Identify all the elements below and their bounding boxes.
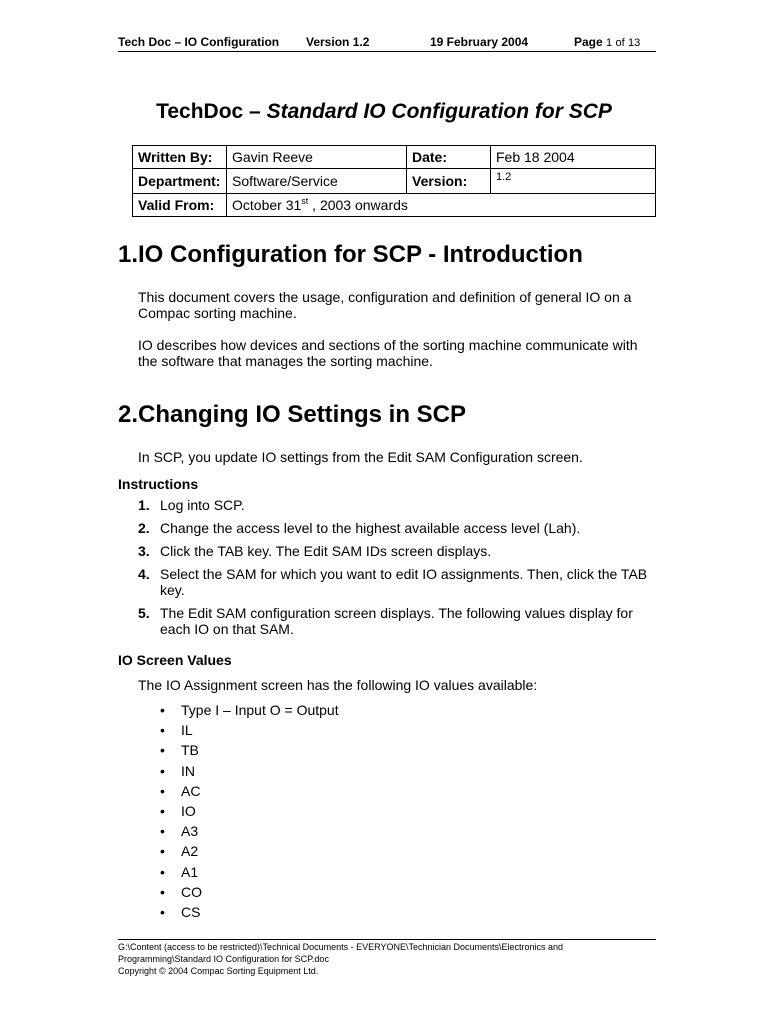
list-item: [138, 605, 658, 637]
header-page-total: 13: [628, 37, 641, 49]
header-doc-title: Tech Doc – IO Configuration: [118, 35, 280, 49]
bullet-icon: •: [160, 802, 165, 819]
step-number: 5.: [138, 605, 150, 621]
department-value: Software/Service: [227, 169, 407, 194]
bullet-icon: •: [160, 722, 165, 739]
list-item: [160, 742, 339, 762]
bullet-icon: •: [160, 823, 165, 840]
list-item: [160, 904, 339, 924]
step-number: 4.: [138, 566, 150, 582]
valid-from-label: Valid From:: [133, 194, 227, 217]
footer-copyright: Copyright © 2004 Compac Sorting Equipment Ltd.: [118, 966, 319, 976]
section-2-heading: 2.Changing IO Settings in SCP: [118, 401, 467, 428]
date-label: Date:: [407, 146, 491, 169]
io-value: TB: [181, 742, 199, 759]
header-version: Version 1.2: [306, 35, 370, 49]
instructions-heading: Instructions: [118, 476, 199, 492]
written-by-value: Gavin Reeve: [227, 146, 407, 169]
document-info-table: [132, 145, 656, 217]
department-label: Department:: [133, 169, 227, 194]
version-value: 1.2: [491, 169, 656, 194]
bullet-icon: •: [160, 782, 165, 799]
footer-file-path: G:\Content (access to be restricted)\Technical Documents - EVERYONE\Technician Documents\Electronics and Programming\Standard IO Configuration for SCP.doc: [118, 942, 564, 964]
list-item: [160, 722, 339, 742]
io-values-heading: IO Screen Values: [118, 652, 232, 668]
header-page-label: Page: [574, 35, 603, 49]
bullet-icon: •: [160, 903, 165, 920]
document-title: [0, 100, 768, 124]
step-number: 2.: [138, 520, 150, 536]
step-text: The Edit SAM configuration screen displays. The following values display for each IO on that SAM.: [160, 605, 633, 637]
io-value: IN: [181, 762, 195, 779]
page-footer: [118, 939, 656, 977]
io-value: Type I – Input O = Output: [181, 702, 339, 718]
section-1-paragraph-1: This document covers the usage, configuration and definition of general IO on a Compac sorting machine.: [138, 289, 632, 321]
step-number: 1.: [138, 497, 150, 513]
valid-from-date: October 31: [232, 197, 302, 213]
io-value: AC: [181, 782, 201, 799]
list-item: [160, 864, 339, 884]
list-item: [160, 783, 339, 803]
header-date: 19 February 2004: [430, 35, 529, 49]
step-text: Change the access level to the highest available access level (Lah).: [160, 520, 581, 536]
list-item: [160, 884, 339, 904]
io-value: IL: [181, 722, 193, 739]
header-page: [574, 35, 640, 49]
list-item: [160, 823, 339, 843]
valid-from-value: [227, 194, 656, 217]
bullet-icon: •: [160, 883, 165, 900]
bullet-icon: •: [160, 762, 165, 779]
list-item: [138, 520, 658, 536]
instruction-steps: [138, 497, 658, 644]
list-item: [160, 843, 339, 863]
bullet-icon: •: [160, 742, 165, 759]
header-page-of: of: [615, 37, 625, 49]
table-row: [133, 146, 656, 169]
list-item: [138, 497, 658, 513]
valid-from-rest: , 2003 onwards: [312, 197, 408, 213]
page-header: [118, 35, 656, 52]
list-item: [138, 543, 658, 559]
list-item: [138, 566, 658, 598]
section-1-heading: 1.IO Configuration for SCP - Introduction: [118, 241, 583, 268]
step-text: Log into SCP.: [160, 497, 245, 513]
step-number: 3.: [138, 543, 150, 559]
header-page-number: 1: [606, 37, 613, 49]
section-1-paragraph-2: IO describes how devices and sections of the sorting machine communicate with the software that manages the sorting machine.: [138, 337, 638, 369]
io-value: IO: [181, 802, 196, 819]
list-item: [160, 702, 339, 722]
title-prefix: TechDoc –: [156, 100, 261, 123]
io-value: CS: [181, 903, 201, 920]
section-2-intro: In SCP, you update IO settings from the Edit SAM Configuration screen.: [138, 449, 583, 465]
title-italic: Standard IO Configuration for SCP: [266, 100, 612, 123]
io-values-list: [160, 702, 339, 924]
valid-from-suffix: st: [301, 196, 309, 206]
step-text: Select the SAM for which you want to edit IO assignments. Then, click the TAB key.: [160, 566, 648, 598]
list-item: [160, 803, 339, 823]
step-text: Click the TAB key. The Edit SAM IDs screen displays.: [160, 543, 492, 559]
written-by-label: Written By:: [133, 146, 227, 169]
table-row: [133, 194, 656, 217]
io-value: A2: [181, 843, 199, 860]
bullet-icon: •: [160, 843, 165, 860]
io-value: A3: [181, 823, 199, 840]
list-item: [160, 763, 339, 783]
table-row: [133, 169, 656, 194]
bullet-icon: •: [160, 702, 165, 718]
date-value: Feb 18 2004: [491, 146, 656, 169]
bullet-icon: •: [160, 863, 165, 880]
io-value: A1: [181, 863, 199, 880]
io-value: CO: [181, 883, 202, 900]
io-values-intro: The IO Assignment screen has the following IO values available:: [138, 677, 538, 693]
version-label: Version:: [407, 169, 491, 194]
